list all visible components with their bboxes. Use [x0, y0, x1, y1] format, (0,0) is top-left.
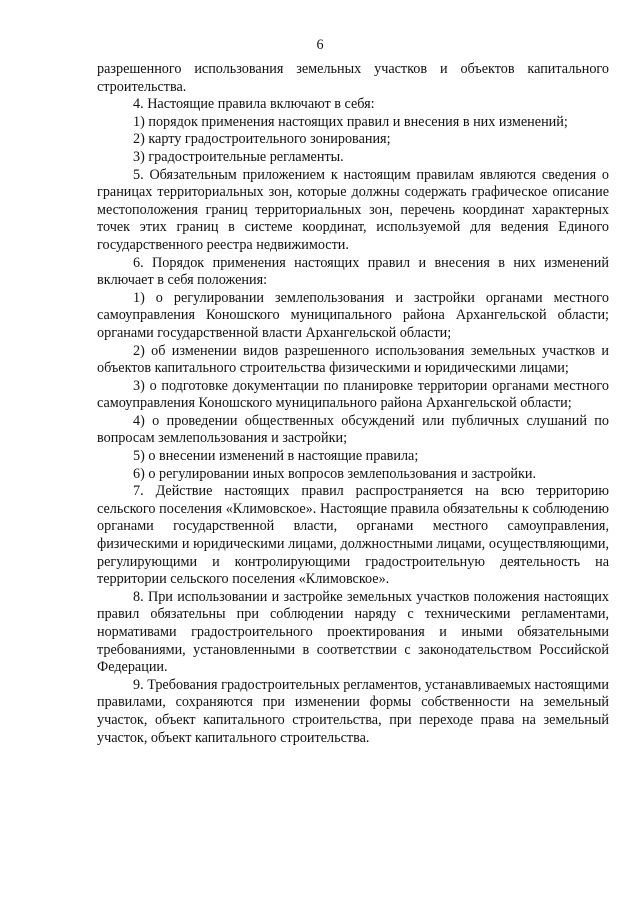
paragraph: 5. Обязательным приложением к настоящим правилам являются сведения о границах территориальных зон, которые должны содержать графическое описание местоположения границ территориальных зон, перечень координат характерных точек этих границ в системе координат, используемой для ведения Единого государственного реестра недвижимости. [97, 166, 609, 253]
paragraph: 4. Настоящие правила включают в себя: [133, 96, 375, 113]
paragraph: 1) о регулировании землепользования и застройки органами местного самоуправления Коношского муниципального района Архангельской области; органами государственной власти Архангельской области; [97, 289, 609, 341]
paragraph: 3) о подготовке документации по планировке территории органами местного самоуправления Коношского муниципального района Архангельской области; [97, 377, 609, 412]
paragraph: разрешенного использования земельных участков и объектов капитального строительства. [97, 61, 609, 95]
paragraph: 6. Порядок применения настоящих правил и внесения в них изменений включает в себя положения: [97, 254, 609, 289]
paragraph: 6) о регулировании иных вопросов землепользования и застройки. [133, 465, 537, 482]
paragraph: 1) порядок применения настоящих правил и внесения в них изменений; [133, 113, 568, 130]
paragraph: 5) о внесении изменений в настоящие правила; [133, 448, 419, 465]
paragraph: 7. Действие настоящих правил распространяется на всю территорию сельского поселения «Климовское». Настоящие правила обязательны к соблюдению органами государственной власти, органами местного самоуправления, физическими и юридическими лицами, должностными лицами, осуществляющими, регулирующими и контролирующими градостроительную деятельность на территории сельского поселения «Климовское». [97, 483, 609, 588]
paragraph: 3) градостроительные регламенты. [133, 148, 344, 165]
paragraph: 2) об изменении видов разрешенного использования земельных участков и объектов капитального строительства физическими и юридическими лицами; [97, 342, 609, 377]
paragraph: 9. Требования градостроительных регламентов, устанавливаемых настоящими правилами, сохраняются при изменении формы собственности на земельный участок, объект капитального строительства, при переходе права на земельный участок, объект капитального строительства. [97, 676, 609, 746]
paragraph: 8. При использовании и застройке земельных участков положения настоящих правил обязательны при соблюдении наряду с техническими регламентами, нормативами градостроительного проектирования и иными обязательными требованиями, установленными в соответствии с законодательством Российской Федерации. [97, 588, 609, 676]
paragraph: 4) о проведении общественных обсуждений или публичных слушаний по вопросам землепользования и застройки; [97, 412, 609, 447]
document-body [97, 61, 609, 747]
page-number: 6 [316, 37, 324, 53]
paragraph: 2) карту градостроительного зонирования; [133, 131, 391, 148]
